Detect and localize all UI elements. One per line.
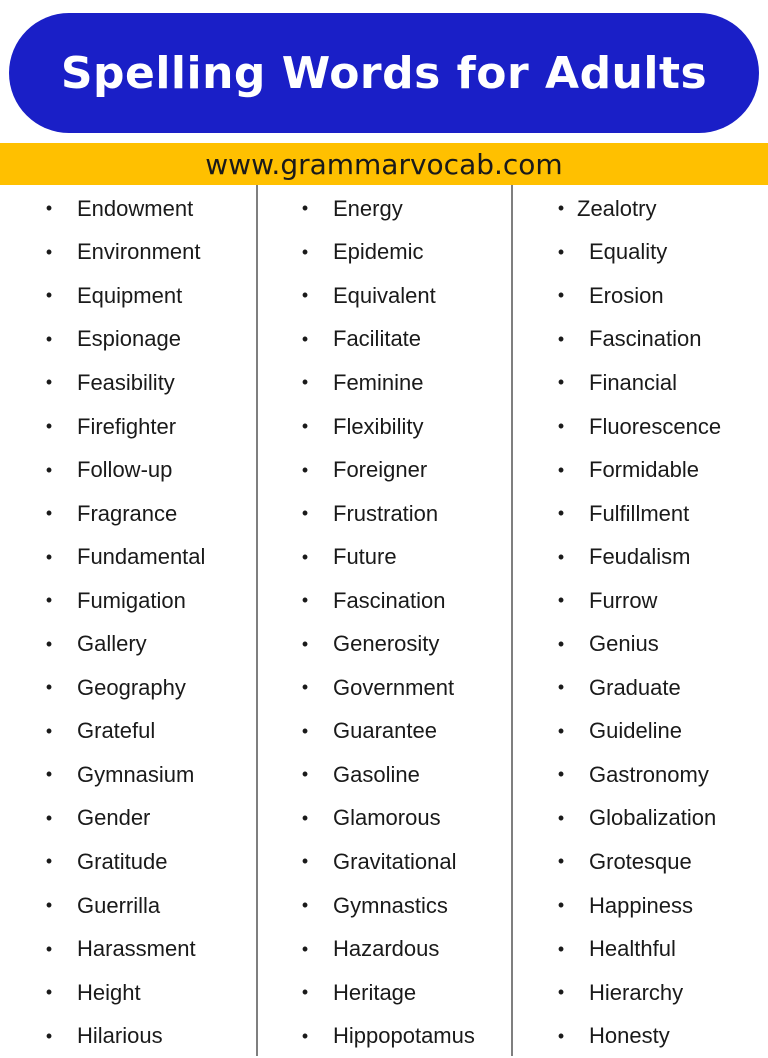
list-item	[297, 927, 475, 971]
word-text: Fundamental	[77, 544, 206, 570]
bullet-icon: •	[557, 938, 565, 959]
bullet-icon: •	[301, 285, 309, 306]
list-item	[553, 1014, 721, 1058]
url-banner	[0, 143, 768, 185]
word-text: Guideline	[589, 718, 682, 744]
word-text: Grateful	[77, 718, 156, 744]
bullet-icon: •	[301, 938, 309, 959]
bullet-icon: •	[45, 459, 53, 480]
word-text: Frustration	[333, 500, 439, 526]
list-item	[297, 579, 475, 623]
word-text: Gender	[77, 805, 151, 831]
word-text: Gymnasium	[77, 761, 195, 787]
word-text: Fascination	[589, 326, 702, 352]
bullet-icon: •	[45, 328, 53, 349]
bullet-icon: •	[301, 851, 309, 872]
word-text: Endowment	[77, 195, 194, 221]
list-item	[297, 971, 475, 1015]
bullet-icon: •	[557, 372, 565, 393]
bullet-icon: •	[557, 546, 565, 567]
bullet-icon: •	[45, 807, 53, 828]
bullet-icon: •	[557, 198, 565, 219]
word-text: Feudalism	[589, 544, 691, 570]
bullet-icon: •	[301, 895, 309, 916]
bullet-icon: •	[301, 764, 309, 785]
bullet-icon: •	[301, 720, 309, 741]
list-item	[41, 884, 205, 928]
word-text: Fluorescence	[589, 413, 722, 439]
word-text: Formidable	[589, 457, 700, 483]
list-item	[41, 405, 205, 449]
bullet-icon: •	[301, 328, 309, 349]
bullet-icon: •	[557, 633, 565, 654]
bullet-icon: •	[45, 503, 53, 524]
list-item	[297, 361, 475, 405]
word-text: Hilarious	[77, 1023, 163, 1049]
list-item	[297, 274, 475, 318]
word-text: Honesty	[589, 1023, 670, 1049]
list-item	[41, 579, 205, 623]
list-item	[41, 492, 205, 536]
bullet-icon: •	[557, 503, 565, 524]
word-column-3	[553, 187, 721, 1058]
word-text: Follow-up	[77, 457, 173, 483]
bullet-icon: •	[557, 285, 565, 306]
word-text: Equivalent	[333, 282, 436, 308]
bullet-icon: •	[45, 938, 53, 959]
word-text: Gravitational	[333, 848, 457, 874]
bullet-icon: •	[45, 198, 53, 219]
bullet-icon: •	[45, 764, 53, 785]
bullet-icon: •	[45, 982, 53, 1003]
list-item	[297, 710, 475, 754]
word-text: Gratitude	[77, 848, 168, 874]
page-title: Spelling Words for Adults	[60, 47, 708, 99]
word-text: Future	[333, 544, 397, 570]
list-item	[41, 927, 205, 971]
word-text: Energy	[333, 195, 403, 221]
bullet-icon: •	[301, 807, 309, 828]
word-column-2	[297, 187, 475, 1058]
list-item	[41, 666, 205, 710]
bullet-icon: •	[301, 590, 309, 611]
list-item	[297, 448, 475, 492]
list-item	[553, 405, 721, 449]
bullet-icon: •	[557, 241, 565, 262]
bullet-icon: •	[45, 416, 53, 436]
word-text: Gastronomy	[589, 761, 709, 787]
list-item	[297, 753, 475, 797]
list-item	[297, 622, 475, 666]
list-item	[553, 927, 721, 971]
word-text: Feminine	[333, 369, 424, 395]
list-item	[553, 622, 721, 666]
bullet-icon: •	[557, 764, 565, 785]
bullet-icon: •	[301, 372, 309, 393]
word-text: Generosity	[333, 631, 440, 657]
list-item	[553, 187, 721, 231]
bullet-icon: •	[45, 590, 53, 611]
list-item	[41, 753, 205, 797]
bullet-icon: •	[557, 851, 565, 872]
bullet-icon: •	[301, 633, 309, 654]
word-text: Environment	[77, 239, 201, 265]
word-text: Epidemic	[333, 239, 424, 265]
word-text: Globalization	[589, 805, 717, 831]
column-divider-2	[511, 185, 513, 1056]
bullet-icon: •	[557, 807, 565, 828]
word-text: Gasoline	[333, 761, 420, 787]
bullet-icon: •	[45, 285, 53, 306]
bullet-icon: •	[301, 677, 309, 698]
list-item	[297, 231, 475, 275]
list-item	[297, 666, 475, 710]
bullet-icon: •	[557, 720, 565, 741]
list-item	[553, 666, 721, 710]
list-item	[553, 448, 721, 492]
bullet-icon: •	[301, 241, 309, 262]
word-text: Gallery	[77, 631, 147, 657]
word-text: Hippopotamus	[333, 1023, 475, 1049]
list-item	[297, 492, 475, 536]
list-item	[41, 1014, 205, 1058]
list-item	[41, 361, 205, 405]
word-text: Fulfillment	[589, 500, 690, 526]
word-text: Grotesque	[589, 848, 692, 874]
bullet-icon: •	[301, 459, 309, 480]
word-text: Facilitate	[333, 326, 422, 352]
word-text: Harassment	[77, 936, 196, 962]
word-text: Government	[333, 674, 455, 700]
word-text: Healthful	[589, 936, 676, 962]
word-text: Zealotry	[577, 195, 657, 221]
word-text: Gymnastics	[333, 892, 448, 918]
list-item	[41, 622, 205, 666]
list-item	[553, 231, 721, 275]
word-text: Graduate	[589, 674, 681, 700]
bullet-icon: •	[301, 198, 309, 219]
bullet-icon: •	[301, 546, 309, 567]
list-item	[41, 840, 205, 884]
list-item	[553, 753, 721, 797]
list-item	[553, 884, 721, 928]
bullet-icon: •	[301, 982, 309, 1003]
list-item	[553, 274, 721, 318]
word-column-1	[41, 187, 205, 1058]
list-item	[41, 971, 205, 1015]
bullet-icon: •	[557, 416, 565, 436]
list-item	[553, 797, 721, 841]
bullet-icon: •	[45, 241, 53, 262]
list-item	[41, 231, 205, 275]
word-text: Geography	[77, 674, 186, 700]
word-text: Hierarchy	[589, 979, 684, 1005]
word-text: Heritage	[333, 979, 417, 1005]
list-item	[297, 840, 475, 884]
list-item	[297, 797, 475, 841]
list-item	[553, 840, 721, 884]
word-text: Guarantee	[333, 718, 437, 744]
bullet-icon: •	[557, 328, 565, 349]
bullet-icon: •	[557, 895, 565, 916]
list-item	[41, 710, 205, 754]
bullet-icon: •	[45, 720, 53, 741]
bullet-icon: •	[45, 1025, 53, 1046]
list-item	[41, 448, 205, 492]
word-text: Flexibility	[333, 413, 424, 439]
list-item	[41, 274, 205, 318]
word-text: Fascination	[333, 587, 446, 613]
word-text: Height	[77, 979, 141, 1005]
bullet-icon: •	[301, 1025, 309, 1046]
list-item	[553, 492, 721, 536]
bullet-icon: •	[45, 895, 53, 916]
list-item	[41, 318, 205, 362]
word-text: Fragrance	[77, 500, 178, 526]
list-item	[41, 535, 205, 579]
list-item	[297, 187, 475, 231]
bullet-icon: •	[557, 459, 565, 480]
word-text: Genius	[589, 631, 659, 657]
bullet-icon: •	[45, 546, 53, 567]
word-text: Erosion	[589, 282, 664, 308]
column-divider-1	[256, 185, 258, 1056]
word-text: Happiness	[589, 892, 693, 918]
word-text: Feasibility	[77, 369, 175, 395]
list-item	[297, 884, 475, 928]
word-text: Furrow	[589, 587, 658, 613]
list-item	[553, 318, 721, 362]
list-item	[41, 187, 205, 231]
word-text: Fumigation	[77, 587, 186, 613]
bullet-icon: •	[45, 372, 53, 393]
word-text: Equality	[589, 239, 668, 265]
bullet-icon: •	[45, 677, 53, 698]
website-url: www.grammarvocab.com	[205, 147, 563, 181]
word-text: Glamorous	[333, 805, 441, 831]
bullet-icon: •	[301, 503, 309, 524]
list-item	[297, 535, 475, 579]
word-text: Firefighter	[77, 413, 177, 439]
bullet-icon: •	[301, 416, 309, 436]
word-text: Equipment	[77, 282, 183, 308]
list-item	[297, 318, 475, 362]
word-text: Foreigner	[333, 457, 428, 483]
word-text: Guerrilla	[77, 892, 161, 918]
word-text: Financial	[589, 369, 678, 395]
bullet-icon: •	[557, 1025, 565, 1046]
title-banner	[9, 13, 759, 133]
bullet-icon: •	[45, 851, 53, 872]
list-item	[553, 361, 721, 405]
word-text: Espionage	[77, 326, 181, 352]
list-item	[553, 579, 721, 623]
bullet-icon: •	[557, 590, 565, 611]
list-item	[553, 535, 721, 579]
list-item	[553, 971, 721, 1015]
bullet-icon: •	[45, 633, 53, 654]
list-item	[41, 797, 205, 841]
list-item	[297, 405, 475, 449]
bullet-icon: •	[557, 677, 565, 698]
word-text: Hazardous	[333, 936, 440, 962]
bullet-icon: •	[557, 982, 565, 1003]
list-item	[297, 1014, 475, 1058]
list-item	[553, 710, 721, 754]
